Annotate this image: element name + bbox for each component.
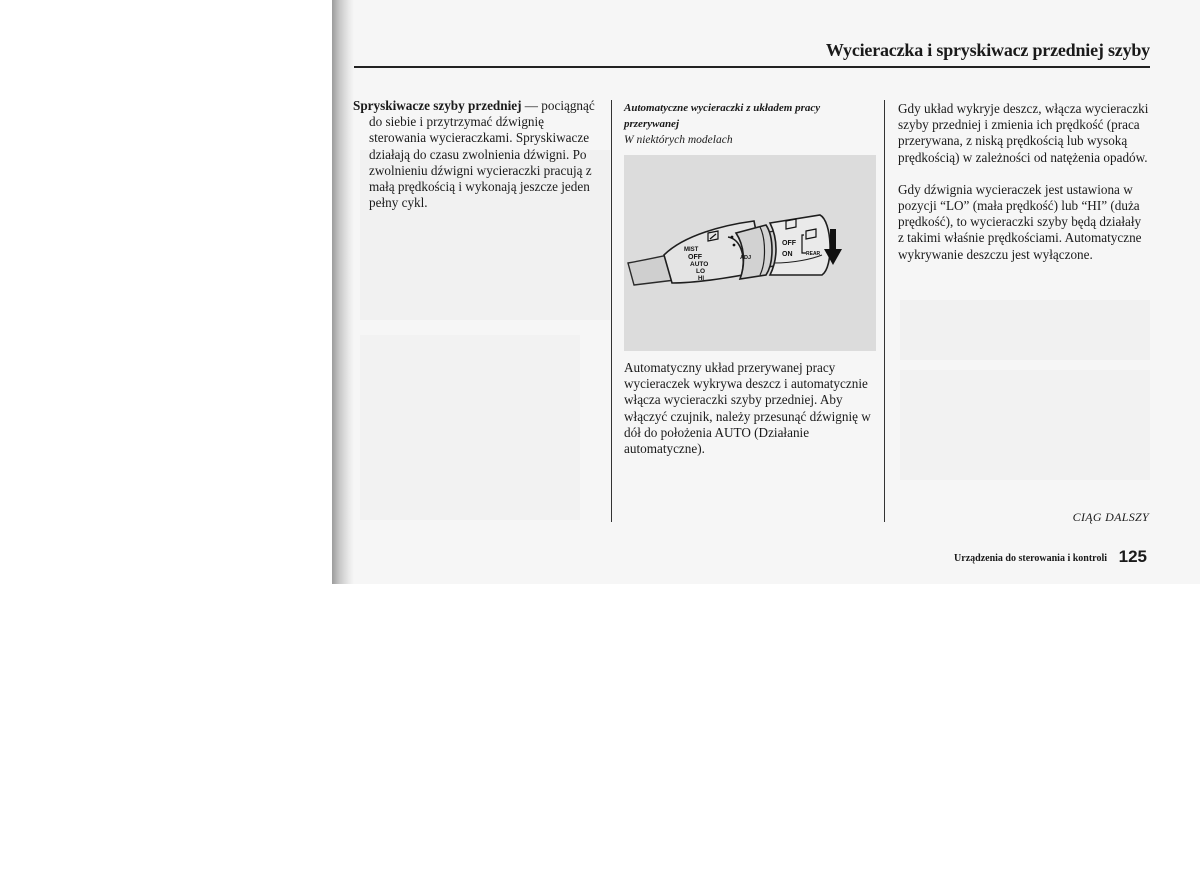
auto-wipers-subheading: Automatyczne wycieraczki z układem pracy przerywanej — [624, 102, 821, 130]
continued-label: CIĄG DALSZY — [1072, 510, 1149, 524]
washers-text: — pociągnąć do siebie i przytrzymać dźwignię sterowania wycieraczkami. Spryskiwacze działają do czasu zwolnienia dźwigni. Po zwolnieniu dźwigni wycieraczki pracują z małą prędkością i wykonają jeszcze jeden pełny cykl. — [369, 98, 595, 211]
lever-label-off: OFF — [688, 254, 702, 261]
column-divider — [611, 100, 612, 522]
page-number: 125 — [1118, 547, 1147, 566]
footer-section-title: Urządzenia do sterowania i kontroli — [954, 553, 1107, 564]
bleed-through-text — [360, 335, 580, 520]
page-title: Wycieraczka i spryskiwacz przedniej szyby — [825, 40, 1150, 60]
auto-wipers-body: Automatyczny układ przerywanej pracy wycieraczek wykrywa deszcz i automatycznie włącza wycieraczki szyby przedniej. Aby włączyć czujnik, należy przesunąć dźwignię w dół do położenia AUTO (Działanie automatyczne). — [624, 360, 871, 457]
lever-label-rear-off: OFF — [782, 240, 796, 247]
column-rain-sensing — [898, 101, 1150, 263]
header-divider — [354, 66, 1150, 68]
column-washers — [353, 98, 599, 211]
wiper-lever-figure — [624, 155, 876, 351]
wiper-lever-illustration — [624, 155, 876, 351]
washers-paragraph — [353, 98, 599, 211]
column-auto-wipers — [624, 100, 876, 148]
bleed-through-text — [900, 370, 1150, 480]
lever-label-hi: HI — [698, 276, 704, 282]
bleed-through-image — [900, 300, 1150, 360]
column-divider — [884, 100, 885, 522]
lever-label-rear: REAR — [806, 251, 821, 257]
lever-label-adj: ADJ — [740, 255, 752, 261]
lever-label-lo: LO — [696, 268, 706, 275]
rain-sensing-paragraph-1: Gdy układ wykryje deszcz, włącza wycieraczki szyby przedniej i zmienia ich prędkość (praca przerywana, z niską prędkością lub wysoką prędkością) w zależności od natężenia opadów. — [898, 101, 1149, 165]
lever-label-auto: AUTO — [690, 261, 709, 268]
lever-label-rear-on: ON — [782, 251, 793, 258]
washers-term: Spryskiwacze szyby przedniej — [353, 98, 522, 113]
rain-sensing-paragraph-2: Gdy dźwignia wycieraczek jest ustawiona w pozycji “LO” (mała prędkość) lub “HI” (duża prędkość), to wycieraczki szyby będą działały z takimi właśnie prędkościami. Automatyczne wykrywanie deszczu jest wyłączone. — [898, 181, 1142, 262]
page-gutter-shadow — [332, 0, 354, 584]
lever-label-mist: MIST — [684, 247, 699, 253]
models-note: W niektórych modelach — [624, 134, 733, 146]
